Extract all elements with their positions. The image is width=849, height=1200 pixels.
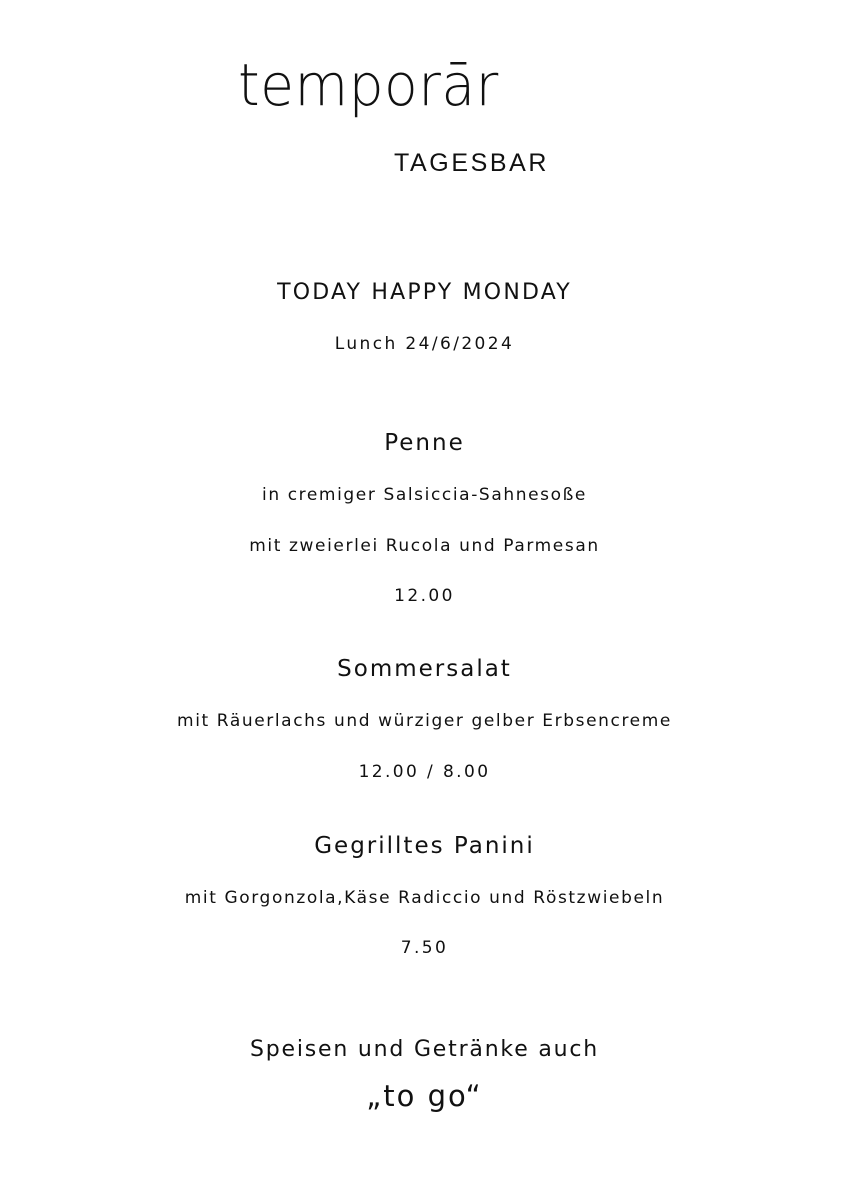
dish-name: Sommersalat bbox=[337, 656, 512, 682]
logo-subtitle: TAGESBAR bbox=[394, 149, 550, 177]
footer-to-go: „to go“ bbox=[366, 1079, 483, 1113]
dish-price: 12.00 bbox=[394, 586, 455, 606]
dish-price: 12.00 / 8.00 bbox=[358, 762, 491, 782]
menu-headline: TODAY HAPPY MONDAY bbox=[277, 280, 572, 305]
dish-name: Gegrilltes Panini bbox=[314, 833, 535, 859]
menu-date: Lunch 24/6/2024 bbox=[334, 334, 515, 354]
logo-wordmark: temporār bbox=[238, 51, 499, 119]
dish-description: mit Räuerlachs und würziger gelber Erbsencreme bbox=[177, 711, 672, 731]
footer-note: Speisen und Getränke auch bbox=[250, 1037, 599, 1062]
dish-description: mit zweierlei Rucola und Parmesan bbox=[249, 536, 600, 556]
dish-name: Penne bbox=[384, 430, 465, 456]
dish-description: mit Gorgonzola,Käse Radiccio und Röstzwiebeln bbox=[184, 888, 665, 908]
dish-price: 7.50 bbox=[400, 938, 449, 958]
dish-description: in cremiger Salsiccia-Sahnesoße bbox=[262, 485, 587, 505]
